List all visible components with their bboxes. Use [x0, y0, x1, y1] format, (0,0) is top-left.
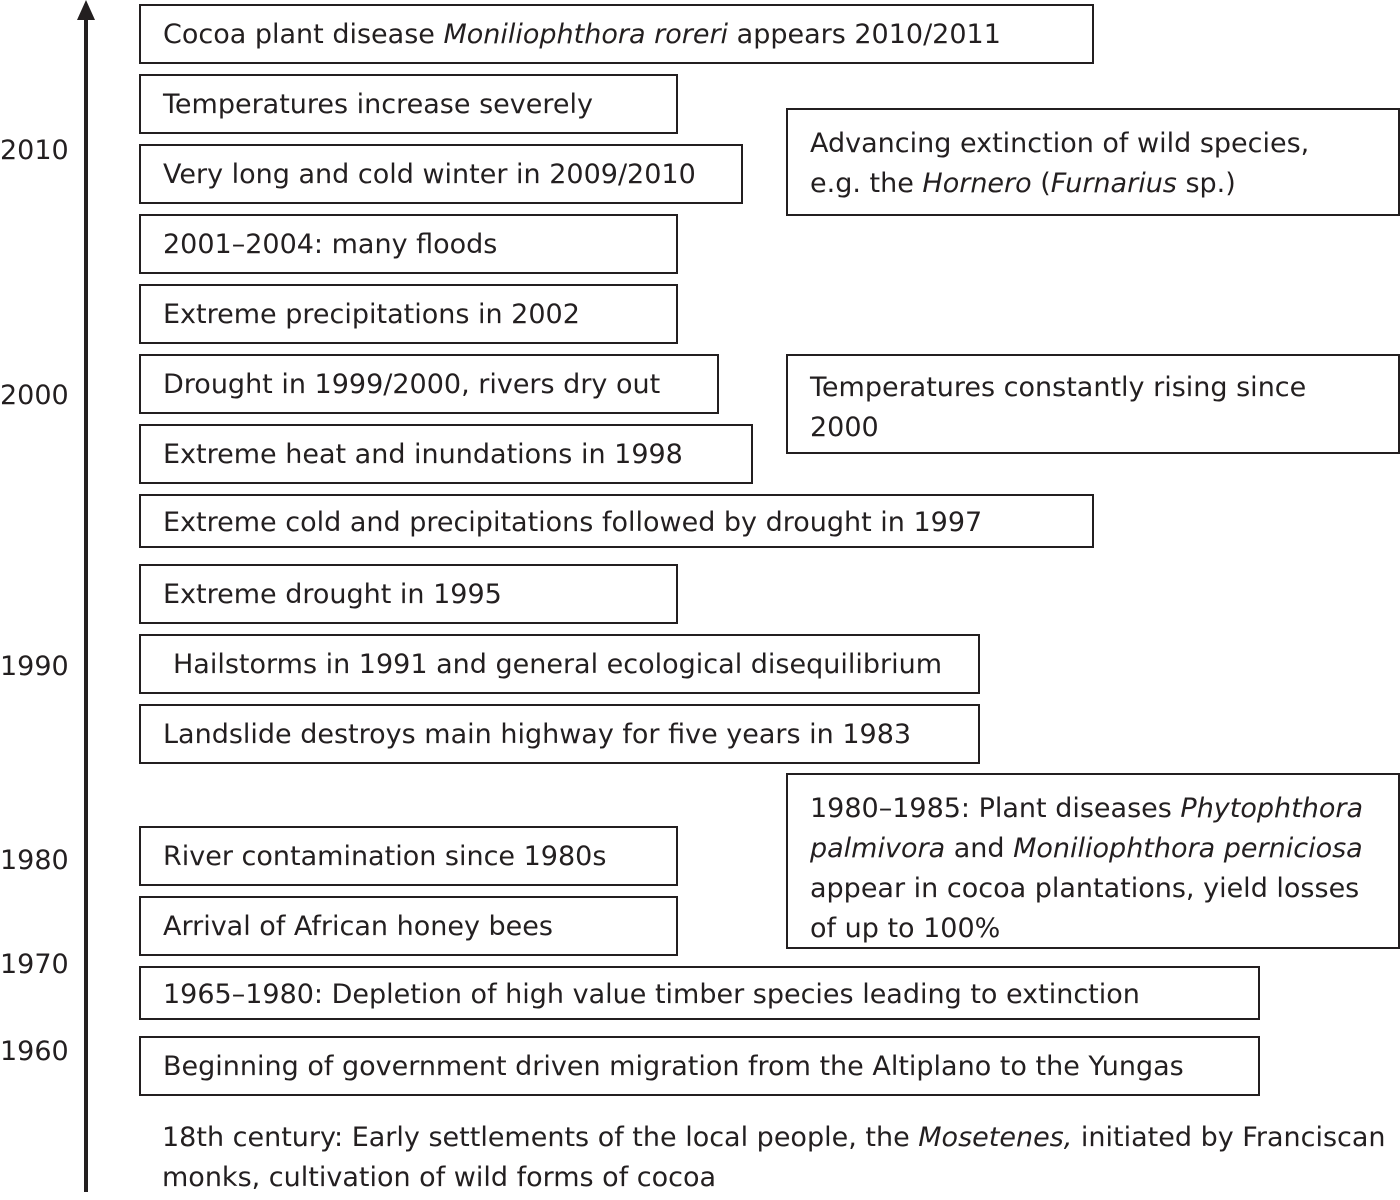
event-heat-1998	[139, 424, 753, 484]
year-label-2000: 2000	[0, 380, 69, 411]
time-axis	[84, 16, 88, 1192]
event-migration	[139, 1036, 1260, 1096]
event-text: River contamination since 1980s	[163, 841, 607, 872]
event-cold-winter	[139, 144, 743, 204]
event-text: 2001–2004: many floods	[163, 229, 498, 260]
event-text: Cocoa plant disease	[163, 19, 444, 50]
event-text: Very long and cold winter in 2009/2010	[163, 159, 696, 190]
people-name: Mosetenes,	[918, 1122, 1073, 1153]
event-cold-1997	[139, 494, 1094, 548]
species-name: Moniliophthora perniciosa	[1013, 833, 1363, 864]
event-temperatures-increase	[139, 74, 678, 134]
species-name: Furnarius	[1050, 168, 1177, 199]
year-label-1990: 1990	[0, 651, 69, 682]
side-text-line: palmivora and Moniliophthora perniciosa	[810, 833, 1363, 864]
event-text: Drought in 1999/2000, rivers dry out	[163, 369, 661, 400]
side-extinction	[786, 108, 1400, 216]
side-text-line: Temperatures constantly rising since	[810, 372, 1307, 403]
side-text-line: appear in cocoa plantations, yield losses	[810, 873, 1360, 904]
event-text: 1965–1980: Depletion of high value timber species leading to extinction	[163, 979, 1140, 1010]
species-name: Phytophthora	[1180, 793, 1363, 824]
year-label-2010: 2010	[0, 135, 69, 166]
event-floods	[139, 214, 678, 274]
event-landslide-1983	[139, 704, 980, 764]
year-label-1960: 1960	[0, 1036, 69, 1067]
year-label-1970: 1970	[0, 949, 69, 980]
time-axis-arrow-icon	[77, 0, 95, 20]
event-text: Extreme precipitations in 2002	[163, 299, 580, 330]
footer-18th-century	[162, 1118, 1386, 1198]
event-drought-1995	[139, 564, 678, 624]
year-label-1980: 1980	[0, 845, 69, 876]
event-text: Beginning of government driven migration from the Altiplano to the Yungas	[163, 1051, 1184, 1082]
side-temperatures-rising	[786, 354, 1400, 454]
event-text: Extreme cold and precipitations followed by drought in 1997	[163, 507, 983, 538]
species-name: Moniliophthora roreri	[443, 19, 729, 50]
event-text: Hailstorms in 1991 and general ecological disequilibrium	[173, 649, 943, 680]
event-text: appears 2010/2011	[728, 19, 1001, 50]
event-timber-depletion	[139, 966, 1260, 1020]
event-text: Extreme drought in 1995	[163, 579, 502, 610]
event-drought-1999	[139, 354, 719, 414]
species-name: palmivora	[810, 833, 946, 864]
side-text-line: 1980–1985: Plant diseases Phytophthora	[810, 793, 1363, 824]
footer-line: 18th century: Early settlements of the local people, the Mosetenes, initiated by Franciscan	[162, 1122, 1386, 1153]
species-name: Hornero	[922, 168, 1032, 199]
event-honey-bees	[139, 896, 678, 956]
side-plant-diseases	[786, 773, 1400, 949]
event-precipitations-2002	[139, 284, 678, 344]
event-hailstorms-1991	[139, 634, 980, 694]
side-text-line: of up to 100%	[810, 913, 1001, 944]
event-text: Temperatures increase severely	[163, 89, 593, 120]
event-moniliophthora-roreri	[139, 4, 1094, 64]
side-text-line: Advancing extinction of wild species,	[810, 128, 1310, 159]
event-text: Arrival of African honey bees	[163, 911, 553, 942]
event-text: Extreme heat and inundations in 1998	[163, 439, 683, 470]
event-river-contamination	[139, 826, 678, 886]
event-text: Landslide destroys main highway for five years in 1983	[163, 719, 912, 750]
footer-line: monks, cultivation of wild forms of cocoa	[162, 1162, 717, 1193]
side-text-line: e.g. the Hornero (Furnarius sp.)	[810, 168, 1236, 199]
side-text-line: 2000	[810, 412, 879, 443]
